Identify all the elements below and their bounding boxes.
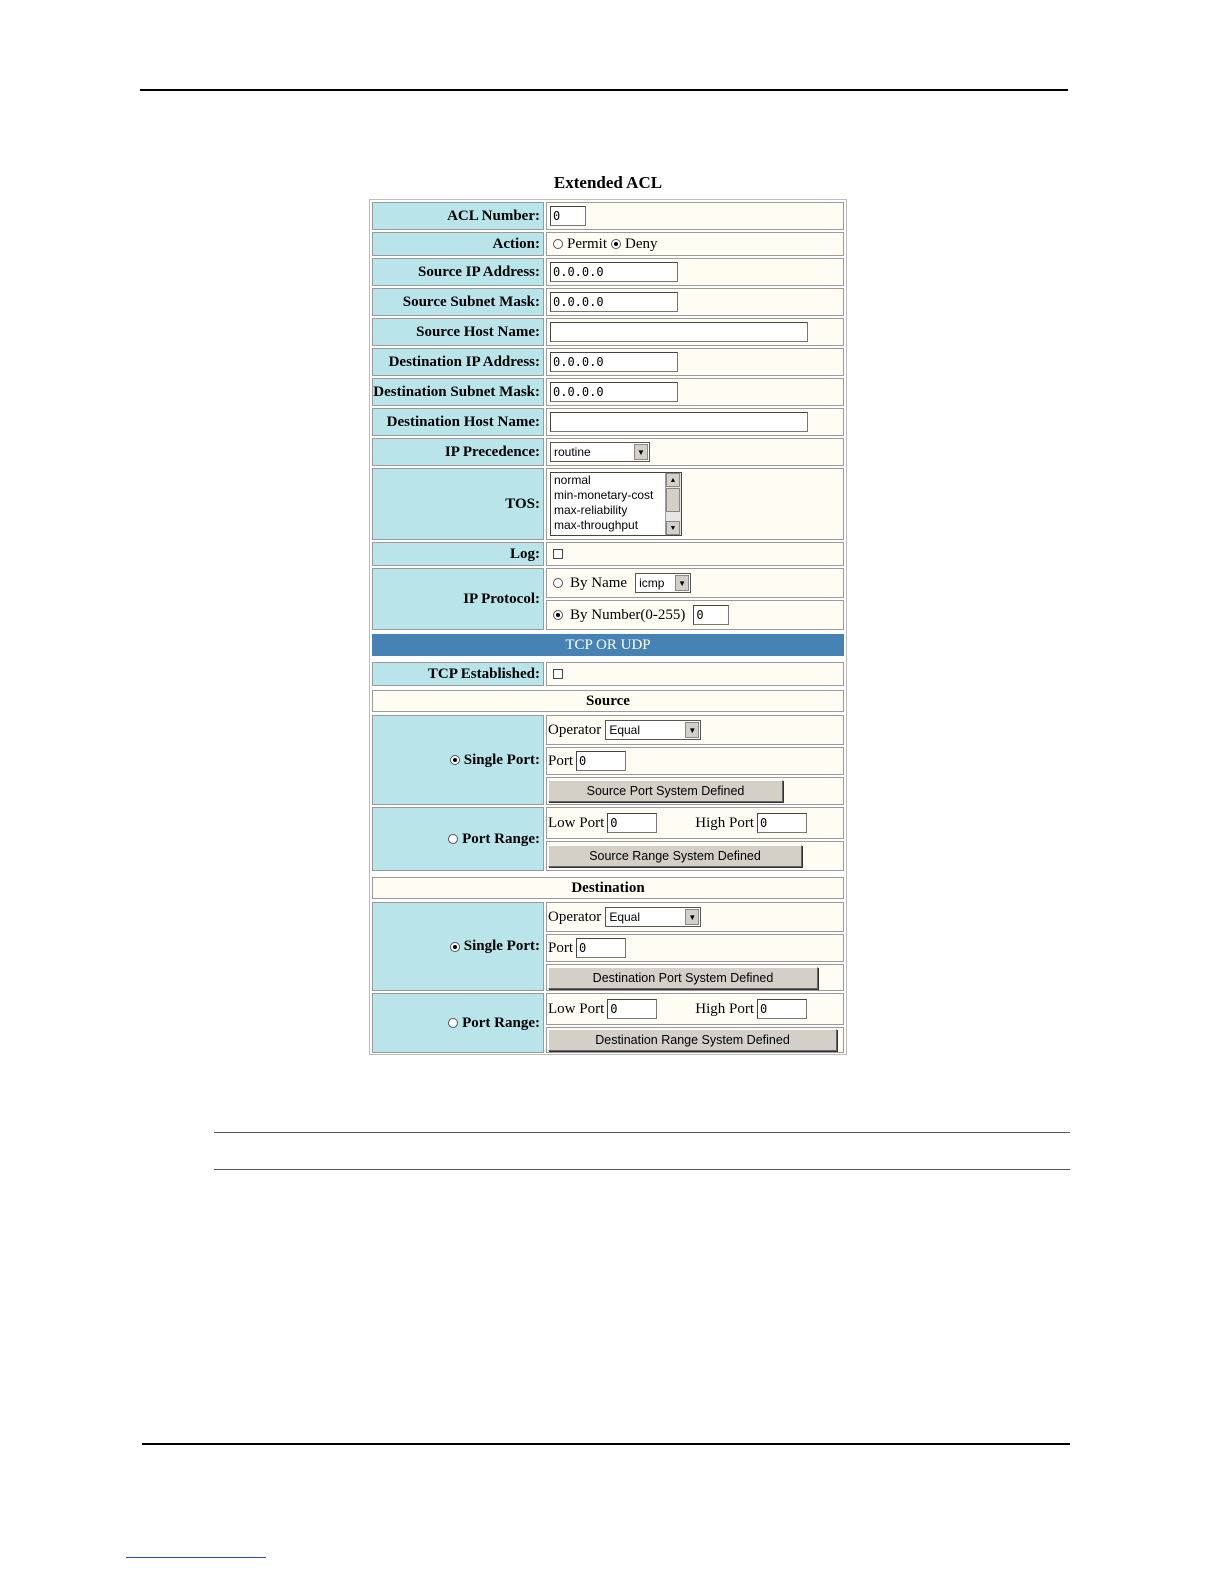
dest-port-range-label: Port Range: (462, 1014, 540, 1031)
log-checkbox[interactable] (553, 549, 563, 559)
action-label: Action: (372, 232, 544, 256)
dest-ip-input[interactable]: 0.0.0.0 (550, 352, 678, 372)
dest-host-input[interactable] (550, 412, 808, 432)
source-host-input[interactable] (550, 322, 808, 342)
source-port-label: Port (548, 752, 574, 769)
source-port-range-radio[interactable] (448, 834, 458, 844)
scroll-down-icon[interactable]: ▼ (666, 521, 680, 535)
source-operator-label: Operator (548, 721, 602, 738)
protocol-name-select[interactable]: icmp ▼ (635, 573, 691, 593)
protocol-by-name-label: By Name (570, 574, 628, 591)
tcp-established-row (372, 662, 844, 686)
source-port-range-label: Port Range: (462, 830, 540, 847)
permit-label: Permit (567, 235, 607, 252)
source-low-port-label: Low Port (548, 814, 605, 831)
protocol-by-name-radio[interactable] (553, 578, 563, 588)
tos-option[interactable]: normal (554, 473, 591, 487)
chevron-down-icon[interactable]: ▼ (685, 722, 699, 738)
source-single-port-label: Single Port: (463, 751, 540, 768)
dest-port-input[interactable]: 0 (576, 938, 626, 958)
dest-port-range-row (372, 993, 844, 1053)
dest-single-port-row (372, 902, 844, 991)
source-ip-row (372, 258, 844, 286)
tcp-established-label: TCP Established: (372, 662, 544, 686)
dest-high-port-label: High Port (695, 1000, 755, 1017)
protocol-by-number-label: By Number(0-255) (570, 606, 686, 623)
source-port-range-row (372, 807, 844, 871)
separator-rule (214, 1132, 1070, 1133)
source-single-port-row (372, 715, 844, 805)
dest-single-port-label: Single Port: (463, 938, 540, 954)
tos-option[interactable]: max-throughput (554, 518, 639, 532)
protocol-by-number-radio[interactable] (553, 610, 563, 620)
footer-link-underline (126, 1557, 266, 1558)
source-mask-input[interactable]: 0.0.0.0 (550, 292, 678, 312)
dest-ip-label: Destination IP Address: (372, 348, 544, 376)
destination-section-heading: Destination (372, 877, 844, 899)
ip-precedence-row (372, 438, 844, 466)
ip-protocol-row (372, 568, 844, 630)
page-header-rule (140, 89, 1068, 91)
dest-port-range-radio[interactable] (448, 1018, 458, 1028)
dest-ip-row (372, 348, 844, 376)
source-ip-input[interactable]: 0.0.0.0 (550, 262, 678, 282)
source-high-port-label: High Port (695, 814, 755, 831)
dest-operator-label: Operator (548, 908, 602, 925)
extended-acl-form (369, 199, 847, 1055)
dest-host-row (372, 408, 844, 436)
scroll-thumb[interactable] (666, 488, 680, 512)
tos-option[interactable]: min-monetary-cost (554, 488, 654, 502)
dest-operator-select[interactable]: Equal ▼ (605, 907, 701, 927)
ip-precedence-label: IP Precedence: (372, 438, 544, 466)
chevron-down-icon[interactable]: ▼ (675, 575, 689, 591)
ip-protocol-label: IP Protocol: (372, 568, 544, 630)
source-host-label: Source Host Name: (372, 318, 544, 346)
dest-range-system-defined-button[interactable]: Destination Range System Defined (548, 1029, 837, 1051)
dest-low-port-label: Low Port (548, 1000, 605, 1017)
dest-high-port-input[interactable]: 0 (757, 999, 807, 1019)
dest-single-port-radio[interactable] (450, 942, 460, 952)
deny-label: Deny (625, 235, 658, 252)
dest-low-port-input[interactable]: 0 (607, 999, 657, 1019)
protocol-number-input[interactable]: 0 (693, 605, 729, 625)
tos-row (372, 468, 844, 540)
log-row (372, 542, 844, 566)
tcp-udp-section-header: TCP OR UDP (372, 634, 844, 656)
chevron-down-icon[interactable]: ▼ (685, 909, 699, 925)
dest-port-system-defined-button[interactable]: Destination Port System Defined (548, 967, 818, 989)
ip-precedence-select[interactable]: routine ▼ (550, 442, 650, 462)
deny-radio[interactable] (611, 239, 621, 249)
source-section-heading: Source (372, 690, 844, 712)
source-single-port-radio[interactable] (450, 755, 460, 765)
source-host-row (372, 318, 844, 346)
acl-number-row (372, 202, 844, 230)
dest-mask-row (372, 378, 844, 406)
acl-number-label: ACL Number: (372, 202, 544, 230)
acl-number-input[interactable]: 0 (550, 206, 586, 226)
source-operator-select[interactable]: Equal ▼ (605, 720, 701, 740)
action-row (372, 232, 844, 256)
dest-mask-input[interactable]: 0.0.0.0 (550, 382, 678, 402)
dest-host-label: Destination Host Name: (372, 408, 544, 436)
scroll-up-icon[interactable]: ▲ (666, 473, 680, 487)
page-footer-rule (142, 1443, 1070, 1445)
source-mask-row (372, 288, 844, 316)
source-low-port-input[interactable]: 0 (607, 813, 657, 833)
source-ip-label: Source IP Address: (372, 258, 544, 286)
form-title: Extended ACL (553, 173, 663, 192)
source-high-port-input[interactable]: 0 (757, 813, 807, 833)
tcp-established-checkbox[interactable] (553, 669, 563, 679)
tos-option[interactable]: max-reliability (554, 503, 628, 517)
dest-port-label: Port (548, 939, 574, 956)
tos-label: TOS: (372, 468, 544, 540)
permit-radio[interactable] (553, 239, 563, 249)
source-mask-label: Source Subnet Mask: (372, 288, 544, 316)
dest-mask-label: Destination Subnet Mask: (372, 378, 544, 406)
source-port-system-defined-button[interactable]: Source Port System Defined (548, 780, 783, 802)
separator-rule (214, 1169, 1070, 1170)
tos-listbox[interactable] (550, 472, 682, 536)
chevron-down-icon[interactable]: ▼ (634, 444, 648, 460)
source-range-system-defined-button[interactable]: Source Range System Defined (548, 845, 802, 867)
log-label: Log: (372, 542, 544, 566)
source-port-input[interactable]: 0 (576, 751, 626, 771)
tos-scrollbar[interactable] (665, 473, 681, 535)
